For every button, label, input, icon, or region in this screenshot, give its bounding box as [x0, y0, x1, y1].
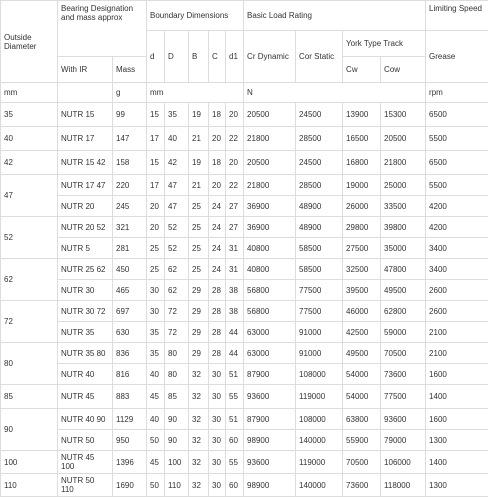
- cell-cr-dynamic: 21800: [244, 127, 296, 151]
- cell-designation: NUTR 50 110: [58, 474, 113, 497]
- cell-d: 20: [147, 196, 165, 217]
- cell-speed: 1300: [426, 430, 488, 451]
- header-cr-dynamic: Cr Dynamic: [244, 31, 296, 83]
- cell-d: 30: [147, 301, 165, 322]
- cell-d1: 20: [226, 151, 244, 175]
- unit-speed: rpm: [426, 83, 488, 103]
- cell-C: 24: [209, 196, 226, 217]
- table-row: [1, 385, 488, 409]
- cell-cr-dynamic: 56800: [244, 280, 296, 301]
- cell-d: 35: [147, 322, 165, 343]
- cell-designation: NUTR 17 47: [58, 175, 113, 196]
- cell-cr-dynamic: 21800: [244, 175, 296, 196]
- cell-B: 29: [189, 322, 209, 343]
- cell-cw: 49500: [343, 343, 381, 364]
- cell-designation: NUTR 15: [58, 103, 113, 127]
- cell-designation: NUTR 25 62: [58, 259, 113, 280]
- table-row: [1, 430, 488, 451]
- cell-cow: 70500: [381, 343, 426, 364]
- cell-C: 30: [209, 385, 226, 409]
- cell-cor-static: 91000: [296, 343, 343, 364]
- cell-outside-diameter: 72: [1, 301, 58, 343]
- table-row: [1, 196, 488, 217]
- cell-B: 32: [189, 364, 209, 385]
- cell-cr-dynamic: 40800: [244, 238, 296, 259]
- cell-cw: 13900: [343, 103, 381, 127]
- cell-C: 30: [209, 451, 226, 474]
- cell-cw: 32500: [343, 259, 381, 280]
- cell-cow: 49500: [381, 280, 426, 301]
- header-mass: Mass: [113, 57, 147, 83]
- cell-D: 110: [165, 474, 189, 497]
- cell-d: 50: [147, 474, 165, 497]
- table-row: [1, 322, 488, 343]
- cell-cw: 54000: [343, 385, 381, 409]
- cell-outside-diameter: 62: [1, 259, 58, 301]
- cell-d1: 38: [226, 280, 244, 301]
- cell-d1: 27: [226, 217, 244, 238]
- table-row: [1, 409, 488, 430]
- header-outside-diameter: Outside Diameter: [1, 1, 58, 83]
- cell-d1: 51: [226, 409, 244, 430]
- cell-C: 30: [209, 409, 226, 430]
- cell-D: 47: [165, 196, 189, 217]
- cell-d1: 44: [226, 343, 244, 364]
- cell-speed: 3400: [426, 238, 488, 259]
- cell-D: 47: [165, 175, 189, 196]
- cell-B: 32: [189, 385, 209, 409]
- cell-speed: 5500: [426, 175, 488, 196]
- cell-outside-diameter: 42: [1, 151, 58, 175]
- header-d: d: [147, 31, 165, 83]
- cell-designation: NUTR 17: [58, 127, 113, 151]
- cell-B: 29: [189, 280, 209, 301]
- cell-d1: 60: [226, 474, 244, 497]
- header-D: D: [165, 31, 189, 83]
- cell-cor-static: 77500: [296, 301, 343, 322]
- cell-cow: 15300: [381, 103, 426, 127]
- header-cor-static: Cor Static: [296, 31, 343, 83]
- table-row: [1, 451, 488, 474]
- cell-cw: 19000: [343, 175, 381, 196]
- cell-d1: 60: [226, 430, 244, 451]
- cell-cor-static: 24500: [296, 103, 343, 127]
- table-row: [1, 175, 488, 196]
- cell-C: 28: [209, 301, 226, 322]
- cell-cow: 39800: [381, 217, 426, 238]
- table-row: [1, 103, 488, 127]
- cell-cw: 63800: [343, 409, 381, 430]
- cell-cow: 77500: [381, 385, 426, 409]
- cell-d: 15: [147, 103, 165, 127]
- cell-cor-static: 58500: [296, 259, 343, 280]
- cell-C: 20: [209, 127, 226, 151]
- cell-designation: NUTR 20: [58, 196, 113, 217]
- cell-D: 62: [165, 280, 189, 301]
- cell-d1: 55: [226, 385, 244, 409]
- cell-cor-static: 108000: [296, 364, 343, 385]
- cell-speed: 4200: [426, 196, 488, 217]
- cell-B: 32: [189, 409, 209, 430]
- cell-C: 28: [209, 343, 226, 364]
- cell-d1: 51: [226, 364, 244, 385]
- cell-D: 72: [165, 322, 189, 343]
- unit-load: N: [244, 83, 426, 103]
- cell-cor-static: 119000: [296, 385, 343, 409]
- cell-cor-static: 28500: [296, 175, 343, 196]
- table-row: [1, 217, 488, 238]
- header-limiting-speed: Limiting Speed: [426, 1, 488, 31]
- cell-D: 85: [165, 385, 189, 409]
- cell-B: 29: [189, 343, 209, 364]
- cell-D: 52: [165, 238, 189, 259]
- cell-d: 15: [147, 151, 165, 175]
- cell-designation: NUTR 45 100: [58, 451, 113, 474]
- cell-cow: 93600: [381, 409, 426, 430]
- table-row: [1, 280, 488, 301]
- cell-cow: 20500: [381, 127, 426, 151]
- cell-C: 20: [209, 175, 226, 196]
- cell-D: 80: [165, 343, 189, 364]
- table-row: [1, 301, 488, 322]
- cell-mass: 1396: [113, 451, 147, 474]
- unit-designation: [58, 83, 113, 103]
- cell-d: 30: [147, 280, 165, 301]
- header-cw: Cw: [343, 57, 381, 83]
- cell-cr-dynamic: 40800: [244, 259, 296, 280]
- cell-mass: 950: [113, 430, 147, 451]
- cell-mass: 321: [113, 217, 147, 238]
- cell-D: 90: [165, 430, 189, 451]
- cell-cor-static: 48900: [296, 196, 343, 217]
- cell-cor-static: 140000: [296, 474, 343, 497]
- cell-d1: 31: [226, 238, 244, 259]
- header-bearing-designation: Bearing Designation and mass approx: [58, 1, 147, 57]
- cell-speed: 2100: [426, 343, 488, 364]
- cell-cr-dynamic: 87900: [244, 409, 296, 430]
- cell-outside-diameter: 52: [1, 217, 58, 259]
- cell-speed: 1600: [426, 364, 488, 385]
- cell-mass: 816: [113, 364, 147, 385]
- cell-cor-static: 108000: [296, 409, 343, 430]
- cell-outside-diameter: 110: [1, 474, 58, 497]
- cell-cw: 27500: [343, 238, 381, 259]
- cell-speed: 1400: [426, 451, 488, 474]
- cell-D: 40: [165, 127, 189, 151]
- cell-cor-static: 77500: [296, 280, 343, 301]
- header-basic-load-rating: Basic Load Rating: [244, 1, 426, 31]
- cell-cw: 73600: [343, 474, 381, 497]
- cell-outside-diameter: 90: [1, 409, 58, 451]
- cell-C: 18: [209, 103, 226, 127]
- cell-C: 28: [209, 280, 226, 301]
- header-C: C: [209, 31, 226, 83]
- cell-d: 35: [147, 343, 165, 364]
- table-row: [1, 364, 488, 385]
- cell-B: 21: [189, 175, 209, 196]
- cell-d1: 55: [226, 451, 244, 474]
- cell-B: 32: [189, 430, 209, 451]
- cell-cor-static: 24500: [296, 151, 343, 175]
- cell-d: 45: [147, 451, 165, 474]
- cell-cor-static: 91000: [296, 322, 343, 343]
- cell-outside-diameter: 100: [1, 451, 58, 474]
- cell-mass: 147: [113, 127, 147, 151]
- cell-cr-dynamic: 98900: [244, 474, 296, 497]
- cell-d: 40: [147, 364, 165, 385]
- cell-B: 19: [189, 151, 209, 175]
- cell-cr-dynamic: 20500: [244, 151, 296, 175]
- cell-cw: 46000: [343, 301, 381, 322]
- cell-outside-diameter: 47: [1, 175, 58, 217]
- cell-cow: 118000: [381, 474, 426, 497]
- cell-cor-static: 140000: [296, 430, 343, 451]
- cell-d1: 22: [226, 175, 244, 196]
- cell-designation: NUTR 35: [58, 322, 113, 343]
- header-cow: Cow: [381, 57, 426, 83]
- cell-speed: 6500: [426, 103, 488, 127]
- cell-cw: 70500: [343, 451, 381, 474]
- cell-mass: 630: [113, 322, 147, 343]
- cell-designation: NUTR 40: [58, 364, 113, 385]
- cell-cow: 79000: [381, 430, 426, 451]
- table-row: [1, 259, 488, 280]
- header-d1: d1: [226, 31, 244, 83]
- cell-cw: 55900: [343, 430, 381, 451]
- cell-speed: 3400: [426, 259, 488, 280]
- cell-B: 25: [189, 259, 209, 280]
- cell-d: 20: [147, 217, 165, 238]
- cell-speed: 1600: [426, 409, 488, 430]
- cell-cw: 42500: [343, 322, 381, 343]
- cell-B: 25: [189, 238, 209, 259]
- cell-B: 32: [189, 451, 209, 474]
- cell-cor-static: 48900: [296, 217, 343, 238]
- table-row: [1, 474, 488, 497]
- cell-d: 40: [147, 409, 165, 430]
- cell-B: 29: [189, 301, 209, 322]
- cell-designation: NUTR 50: [58, 430, 113, 451]
- cell-d: 45: [147, 385, 165, 409]
- cell-cor-static: 119000: [296, 451, 343, 474]
- cell-C: 24: [209, 238, 226, 259]
- cell-cow: 47800: [381, 259, 426, 280]
- cell-speed: 5500: [426, 127, 488, 151]
- unit-dimensions: mm: [147, 83, 244, 103]
- cell-speed: 2600: [426, 301, 488, 322]
- cell-cr-dynamic: 20500: [244, 103, 296, 127]
- cell-B: 32: [189, 474, 209, 497]
- cell-d1: 31: [226, 259, 244, 280]
- cell-C: 30: [209, 474, 226, 497]
- header-with-ir: With IR: [58, 57, 113, 83]
- header-grease: Grease: [426, 31, 488, 83]
- cell-B: 19: [189, 103, 209, 127]
- cell-d: 25: [147, 259, 165, 280]
- cell-speed: 6500: [426, 151, 488, 175]
- cell-d1: 38: [226, 301, 244, 322]
- cell-D: 52: [165, 217, 189, 238]
- cell-mass: 836: [113, 343, 147, 364]
- cell-cow: 21800: [381, 151, 426, 175]
- cell-speed: 1400: [426, 385, 488, 409]
- cell-outside-diameter: 35: [1, 103, 58, 127]
- cell-cow: 59000: [381, 322, 426, 343]
- cell-D: 80: [165, 364, 189, 385]
- cell-speed: 4200: [426, 217, 488, 238]
- cell-C: 30: [209, 430, 226, 451]
- cell-B: 25: [189, 196, 209, 217]
- cell-designation: NUTR 5: [58, 238, 113, 259]
- cell-mass: 465: [113, 280, 147, 301]
- cell-cow: 62800: [381, 301, 426, 322]
- cell-mass: 99: [113, 103, 147, 127]
- cell-designation: NUTR 20 52: [58, 217, 113, 238]
- cell-cow: 25000: [381, 175, 426, 196]
- cell-D: 35: [165, 103, 189, 127]
- cell-cr-dynamic: 63000: [244, 343, 296, 364]
- cell-mass: 450: [113, 259, 147, 280]
- cell-mass: 1129: [113, 409, 147, 430]
- unit-mass: g: [113, 83, 147, 103]
- cell-cow: 106000: [381, 451, 426, 474]
- cell-cow: 33500: [381, 196, 426, 217]
- cell-cr-dynamic: 63000: [244, 322, 296, 343]
- cell-cr-dynamic: 36900: [244, 196, 296, 217]
- cell-D: 62: [165, 259, 189, 280]
- table-body: [1, 103, 488, 497]
- cell-cw: 16800: [343, 151, 381, 175]
- cell-D: 100: [165, 451, 189, 474]
- cell-mass: 883: [113, 385, 147, 409]
- header-boundary-dimensions: Boundary Dimensions: [147, 1, 244, 31]
- cell-designation: NUTR 30 72: [58, 301, 113, 322]
- cell-C: 28: [209, 322, 226, 343]
- cell-d1: 22: [226, 127, 244, 151]
- cell-mass: 245: [113, 196, 147, 217]
- cell-cr-dynamic: 93600: [244, 385, 296, 409]
- cell-cow: 35000: [381, 238, 426, 259]
- cell-cr-dynamic: 56800: [244, 301, 296, 322]
- cell-outside-diameter: 85: [1, 385, 58, 409]
- cell-C: 30: [209, 364, 226, 385]
- cell-mass: 281: [113, 238, 147, 259]
- cell-outside-diameter: 40: [1, 127, 58, 151]
- cell-d: 17: [147, 127, 165, 151]
- cell-C: 24: [209, 259, 226, 280]
- header-B: B: [189, 31, 209, 83]
- cell-B: 21: [189, 127, 209, 151]
- cell-designation: NUTR 40 90: [58, 409, 113, 430]
- cell-B: 25: [189, 217, 209, 238]
- cell-d1: 27: [226, 196, 244, 217]
- cell-cr-dynamic: 36900: [244, 217, 296, 238]
- cell-cw: 39500: [343, 280, 381, 301]
- cell-cr-dynamic: 98900: [244, 430, 296, 451]
- cell-speed: 2600: [426, 280, 488, 301]
- table-row: [1, 151, 488, 175]
- cell-cr-dynamic: 93600: [244, 451, 296, 474]
- cell-d: 17: [147, 175, 165, 196]
- cell-mass: 220: [113, 175, 147, 196]
- cell-cw: 26000: [343, 196, 381, 217]
- cell-D: 72: [165, 301, 189, 322]
- cell-d: 50: [147, 430, 165, 451]
- cell-cow: 73600: [381, 364, 426, 385]
- header-york-type-track: York Type Track: [343, 31, 426, 57]
- table-row: [1, 343, 488, 364]
- cell-d1: 20: [226, 103, 244, 127]
- cell-C: 18: [209, 151, 226, 175]
- cell-cr-dynamic: 87900: [244, 364, 296, 385]
- cell-cor-static: 58500: [296, 238, 343, 259]
- cell-cor-static: 28500: [296, 127, 343, 151]
- cell-d1: 44: [226, 322, 244, 343]
- cell-C: 24: [209, 217, 226, 238]
- cell-designation: NUTR 45: [58, 385, 113, 409]
- table-row: [1, 238, 488, 259]
- cell-designation: NUTR 15 42: [58, 151, 113, 175]
- cell-designation: NUTR 35 80: [58, 343, 113, 364]
- cell-cw: 16500: [343, 127, 381, 151]
- cell-outside-diameter: 80: [1, 343, 58, 385]
- table-row: [1, 127, 488, 151]
- cell-D: 90: [165, 409, 189, 430]
- cell-mass: 1690: [113, 474, 147, 497]
- cell-cw: 54000: [343, 364, 381, 385]
- cell-speed: 1300: [426, 474, 488, 497]
- cell-cw: 29800: [343, 217, 381, 238]
- cell-mass: 697: [113, 301, 147, 322]
- cell-mass: 158: [113, 151, 147, 175]
- cell-speed: 2100: [426, 322, 488, 343]
- cell-D: 42: [165, 151, 189, 175]
- cell-designation: NUTR 30: [58, 280, 113, 301]
- cell-d: 25: [147, 238, 165, 259]
- unit-diameter: mm: [1, 83, 58, 103]
